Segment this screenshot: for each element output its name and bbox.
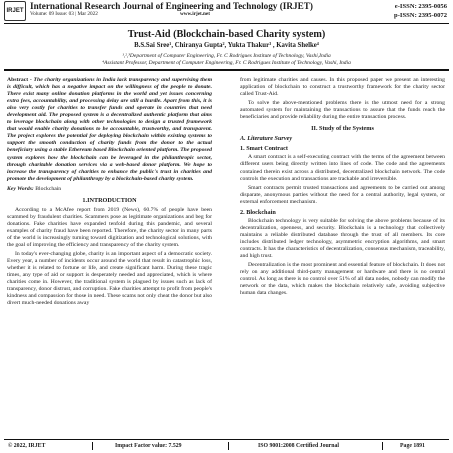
footer-separator [92,442,93,450]
journal-logo: IRJET [4,1,26,21]
left-column [7,77,212,309]
right-column [240,77,445,299]
paragraph: Decentralization is the most prominent and essential feature of blockchain. It does not rely on any additional third-party management or hardware and there is no central control. As long as there is no control over 51% of all data nodes, nobody can modify the network or the data, which makes the blockchain relatively safe, avoiding subjective human data changes. [240,262,445,297]
footer-iso: ISO 9001:2008 Certified Journal [258,443,339,449]
footer-rule [4,439,449,440]
journal-name: International Research Journal of Engineering and Technology (IRJET) [30,1,313,11]
paper-title: Trust-Aid (Blockchain-based Charity system) [127,29,326,40]
paragraph: Blockchain technology is very suitable for solving the above problems because of its decentralization, openness, and security. Blockchain is a technology that collectively maintains a reliable distributed database through the trust of all members. Its core includes distributed ledger technology, asymmetric encryption algorithms, and smart contracts. It has the characteristics of decentralization, consensus mechanism, traceability, and high trust. [240,217,445,260]
subsection-heading: A. Literature Survey [240,135,293,143]
paragraph: Smart contracts permit trusted transactions and agreements to be carried out among disparate, anonymous parties without the need for a central authority, legal system, or external enforcement mechanism. [240,184,445,205]
abstract [7,77,212,183]
journal-header [0,0,453,22]
footer-page-number: Page 1891 [400,443,425,449]
paragraph: A smart contract is a self-executing contract with the terms of the agreement between different users being directly written into lines of code. The code and the agreements contained therein exist across a distributed, decentralized blockchain network. The code controls the execution and transactions are trackable and irreversible. [240,154,445,182]
footer-copyright: © 2022, IRJET [8,443,46,449]
title-rule [4,69,449,71]
issn-block [394,2,447,20]
abstract-label: Abstract - [7,77,32,83]
paragraph: To solve the above-mentioned problems there is the utmost need for a strong automated system for maintaining the transactions to assure that the funds reach the beneficiaries and provide reliability during the entire transaction process. [240,100,445,121]
journal-meta [30,11,330,17]
paragraph: According to a McAfee report from 2019 (News), 60.7% of people have been scammed by fraudulent charities. Scammers pose as legitimate organizations and beg for donations. Fake charities have expanded tenfold during this pandemic, and several examples of charity fraud have been reported. Therefore, the charity sector in many parts of the world is increasingly turning toward digitization and technological solutions, with the goal of improving the efficiency and transparency of the charity system. [7,206,212,249]
page-footer [0,441,453,453]
subsection-heading: 2. Blockchain [240,208,276,216]
keywords-label: Key Words: [7,185,34,192]
paragraph: In today's ever-changing globe, charity is an important aspect of a democratic society. Every year, a number of incidents occur around the world that result in catastrophic loss, whether it is related to fortune or life, and create significant harm. During these tragic times, any type of aid or support is desperately needed and appreciated, which is where charities come in. However, the traditional system is plagued by issues such as lack of transparency, donor distrust, and corruption. Fake charities attempt to profit from people's kindness and compassion for those in need. These scams not only cheat the donor but also divert much-needed donations away [7,251,212,307]
subsection-heading: 1. Smart Contract [240,145,288,153]
section-heading: 1.INTRODUCTION [82,196,137,204]
keywords-text: Blockchain [33,185,62,192]
volume-issue: Volume: 09 Issue: 03 | Mar 2022 [30,11,98,17]
footer-separator [382,442,383,450]
affiliation-line: ¹,²,³Department of Computer Engineering, Fr. C Rodrigues Institute of Technology, Vashi,India [122,53,331,59]
abstract-text: The charity organizations in India lack transparency and supervising them is difficult, which has a negative impact on the willingness of the people to donate. There exist many online donation platforms in the world and yet issues concerning extra fees, accountability, and processing delay are still a hurdle. Apart from this, it is also very costly for charities to transfer funds and operate in countries that need development aid. The proposed system is a decentralized authentic platform that aims to leverage blockchain along with other technologies to design a trusted framework that would enable charity donations to be accountable, trustworthy, and transparent. The project explores the potential for deploying blockchain within existing systems to support the smooth conduction of charity funds from the donor to the actual beneficiary using a stable Ethereum based Blockchain oriented platform. The proposed system explores how the blockchain can be leveraged in the philanthropic sector, through charitable donation services via a web-based donor platform. We hope to increase the transparency of charities to enhance the public's trust in charities and promote the development of philanthropy by a blockchain-based charity system. [7,77,212,182]
pissn: p-ISSN: 2395-0072 [394,12,447,19]
eissn: e-ISSN: 2395-0056 [394,3,447,10]
footer-separator [228,442,229,450]
journal-website-link[interactable]: www.irjet.net [180,11,210,17]
paragraph: from legitimate charities and causes. In this proposed paper we present an interesting application of blockchain to construct a trustworthy framework for the charity sector called Trust-Aid. [240,77,445,98]
keywords [7,186,212,193]
paper-authors: B.S.Sai Sree¹, Chiranya Gupta², Yukta Thakur³ , Kavita Shelke⁴ [134,42,319,49]
affiliation-line: ⁴Assistant Professor, Department of Computer Engineering, Fr. C Rodrigues Institute of Technology, Vashi, India [102,59,351,66]
header-rule [4,23,449,24]
author-affiliations [0,53,453,66]
footer-impact-factor: Impact Factor value: 7.529 [115,443,182,449]
section-heading: II. Study of the Systems [311,125,374,133]
